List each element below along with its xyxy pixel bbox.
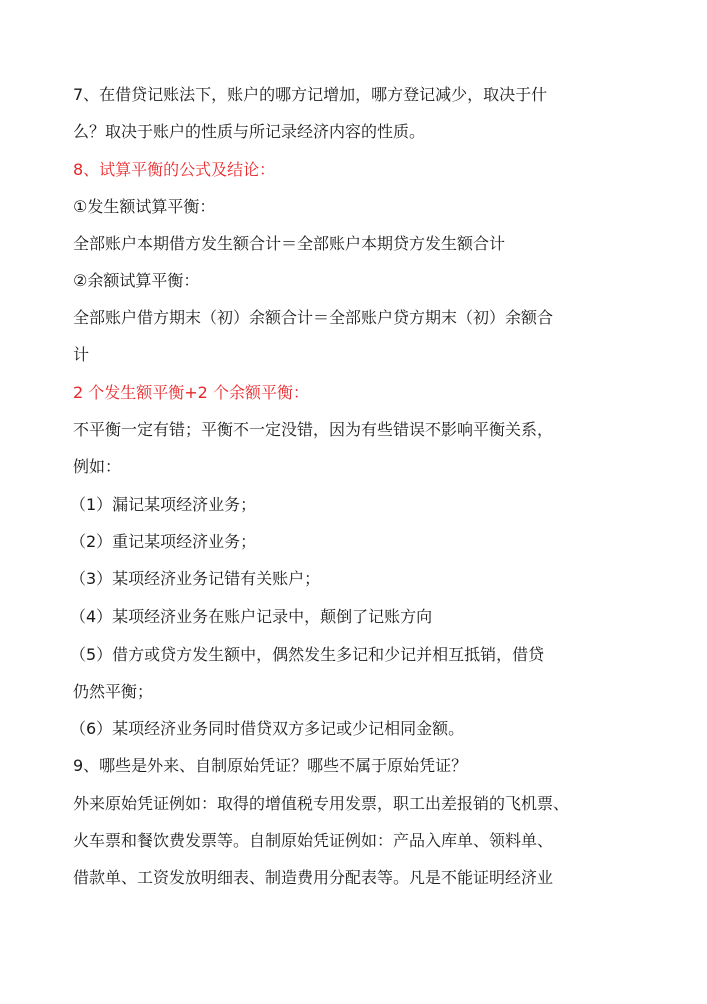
question-7-line-1: 7、在借贷记账法下，账户的哪方记增加，哪方登记减少，取决于什 (73, 85, 548, 104)
list-item: （2）重记某项经济业务； (70, 532, 257, 551)
conclusion-heading: 2 个发生额平衡+2 个余额平衡： (73, 383, 309, 402)
list-item: （4）某项经济业务在账户记录中，颠倒了记账方向 (70, 607, 433, 626)
list-item: （3）某项经济业务记错有关账户； (70, 569, 321, 588)
conclusion-line-2: 例如： (73, 457, 122, 476)
question-7-line-2: 么？取决于账户的性质与所记录经济内容的性质。 (73, 122, 426, 141)
answer-9-line-1: 外来原始凭证例如：取得的增值税专用发票，职工出差报销的飞机票、 (73, 794, 570, 813)
list-item-continuation: 仍然平衡； (73, 682, 154, 701)
answer-9-line-3: 借款单、工资发放明细表、制造费用分配表等。凡是不能证明经济业 (73, 868, 554, 887)
formula-amount-balance: 全部账户本期借方发生额合计＝全部账户本期贷方发生额合计 (73, 234, 506, 253)
conclusion-line-1: 不平衡一定有错；平衡不一定没错，因为有些错误不影响平衡关系， (73, 420, 554, 439)
list-item: （5）借方或贷方发生额中，偶然发生多记和少记并相互抵销，借贷 (70, 645, 545, 664)
formula-balance-line-2: 计 (73, 345, 90, 364)
list-item: （6）某项经济业务同时借贷双方多记或少记相同金额。 (70, 719, 465, 738)
list-item: （1）漏记某项经济业务； (70, 495, 257, 514)
question-8-heading: 8、试算平衡的公式及结论： (73, 160, 276, 179)
subheading-amount-balance: ①发生额试算平衡： (73, 197, 216, 216)
subheading-balance-trial: ②余额试算平衡： (73, 271, 200, 290)
answer-9-line-2: 火车票和餐饮费发票等。自制原始凭证例如：产品入库单、领料单、 (73, 831, 554, 850)
formula-balance-line-1: 全部账户借方期末（初）余额合计＝全部账户贷方期末（初）余额合 (73, 308, 554, 327)
question-9-heading: 9、哪些是外来、自制原始凭证？哪些不属于原始凭证？ (73, 756, 468, 775)
